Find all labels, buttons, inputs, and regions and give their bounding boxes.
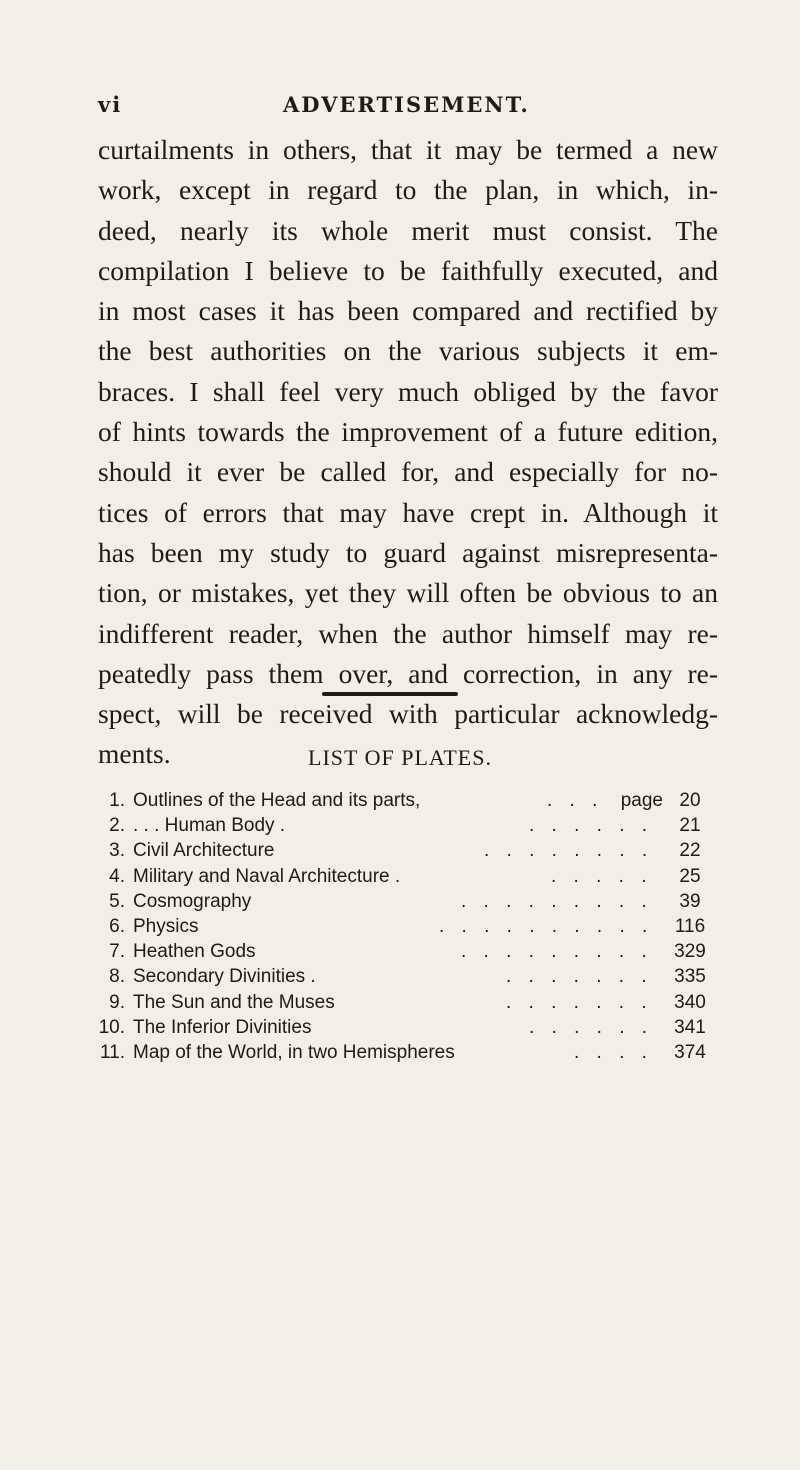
plate-title: Map of the World, in two Hemispheres bbox=[133, 1041, 455, 1063]
plate-number: 5. bbox=[109, 890, 125, 912]
plate-entry bbox=[95, 941, 715, 966]
leader-dots: . . . . . . . . . bbox=[461, 941, 653, 963]
plate-page: 329 bbox=[674, 941, 706, 963]
text-line: tion, or mistakes, yet they will often be obvious to an bbox=[98, 577, 718, 609]
leader-dots: . . . . . . . bbox=[506, 991, 653, 1013]
plate-number: 10. bbox=[98, 1016, 125, 1038]
text-line: braces. I shall feel very much obliged by the favor bbox=[98, 375, 718, 407]
plate-number: 3. bbox=[109, 840, 125, 862]
plates-heading: LIST OF PLATES. bbox=[308, 745, 492, 770]
leader-dots: . . . . . . bbox=[529, 1016, 654, 1038]
section-divider bbox=[322, 692, 458, 696]
plate-page: 374 bbox=[674, 1041, 706, 1063]
plate-title: Secondary Divinities . bbox=[133, 966, 316, 988]
plate-entry bbox=[95, 866, 715, 891]
plate-page: 25 bbox=[679, 865, 701, 887]
plate-entry bbox=[95, 815, 715, 840]
plate-page: 116 bbox=[674, 915, 706, 937]
plate-page: 341 bbox=[674, 1016, 706, 1038]
plate-number: 6. bbox=[109, 915, 125, 937]
leader-dots: . . . . . . . . bbox=[484, 840, 654, 862]
plate-page: 21 bbox=[679, 815, 701, 837]
plate-number: 8. bbox=[109, 966, 125, 988]
plate-entry bbox=[95, 916, 715, 941]
leader-dots: . . . . . . . bbox=[506, 966, 653, 988]
text-line: compilation I believe to be faithfully executed, and bbox=[98, 254, 718, 286]
plate-entry bbox=[95, 790, 715, 815]
plate-number: 1. bbox=[109, 790, 125, 811]
plate-page: 335 bbox=[674, 966, 706, 988]
plate-number: 2. bbox=[109, 815, 125, 837]
plate-title: Civil Architecture bbox=[133, 840, 275, 862]
plate-title: Outlines of the Head and its parts, bbox=[133, 790, 421, 811]
text-line: tices of errors that may have crept in. Although it bbox=[98, 496, 718, 528]
text-line: peatedly pass them over, and correction, in any re- bbox=[98, 657, 718, 689]
page-number: vi bbox=[98, 92, 123, 117]
leader-dots: . . . . . bbox=[551, 865, 653, 887]
plate-entry bbox=[95, 966, 715, 991]
plate-title: . . . Human Body . bbox=[133, 815, 286, 837]
running-title: ADVERTISEMENT. bbox=[283, 92, 530, 117]
text-line: work, except in regard to the plan, in which, in- bbox=[98, 174, 718, 206]
plate-entry bbox=[95, 891, 715, 916]
text-line: curtailments in others, that it may be termed a new bbox=[98, 134, 718, 165]
text-line: deed, nearly its whole merit must consist. The bbox=[98, 214, 718, 246]
leader-dots: . . . . . . . . . bbox=[461, 890, 653, 912]
plate-title: Physics bbox=[133, 915, 199, 937]
advertisement-text bbox=[98, 130, 718, 775]
text-line: has been my study to guard against misrepresenta- bbox=[98, 536, 718, 568]
leader-dots: . . . . . . . . . . bbox=[439, 915, 654, 937]
text-line: the best authorities on the various subjects it em- bbox=[98, 335, 718, 367]
plate-title: Military and Naval Architecture . bbox=[133, 865, 401, 887]
plate-number: 7. bbox=[109, 941, 125, 963]
plate-title: The Sun and the Muses bbox=[133, 991, 335, 1013]
plate-number: 11. bbox=[99, 1041, 125, 1063]
plate-title: The Inferior Divinities bbox=[133, 1016, 312, 1038]
plate-page: 22 bbox=[679, 840, 701, 862]
plate-title: Heathen Gods bbox=[133, 941, 256, 963]
plate-page: 340 bbox=[674, 991, 706, 1013]
text-line: ments. bbox=[98, 738, 171, 770]
text-line: of hints towards the improvement of a future edition, bbox=[98, 416, 718, 448]
text-line: indifferent reader, when the author himself may re- bbox=[98, 617, 718, 649]
leader-dots: . . . bbox=[547, 790, 604, 811]
plate-page: 20 bbox=[679, 790, 701, 811]
plate-page: 39 bbox=[679, 890, 701, 912]
plate-entry bbox=[95, 1017, 715, 1042]
plate-number: 9. bbox=[109, 991, 125, 1013]
plate-entry bbox=[95, 1042, 715, 1067]
text-line: in most cases it has been compared and rectified by bbox=[98, 295, 718, 327]
leader-dots: . . . . . . bbox=[529, 815, 654, 837]
plate-title: Cosmography bbox=[133, 890, 252, 912]
page-label: page bbox=[620, 790, 663, 811]
list-of-plates bbox=[95, 790, 715, 1067]
plate-entry bbox=[95, 992, 715, 1017]
plate-number: 4. bbox=[109, 865, 125, 887]
leader-dots: . . . . bbox=[574, 1041, 653, 1063]
text-line: spect, will be received with particular acknowledg- bbox=[98, 698, 718, 730]
text-line: should it ever be called for, and especially for no- bbox=[98, 456, 718, 488]
plate-entry bbox=[95, 840, 715, 865]
